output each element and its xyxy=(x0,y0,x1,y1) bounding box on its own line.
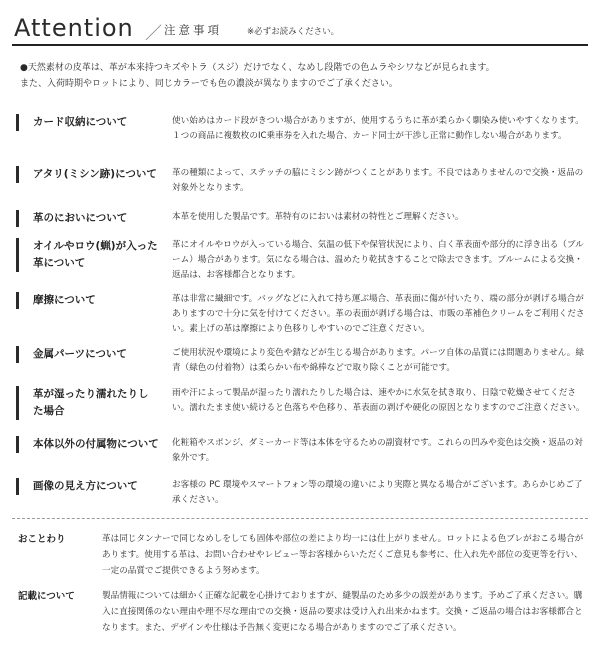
item-label-bar xyxy=(16,386,153,420)
item-label: 摩擦について xyxy=(33,294,96,306)
header-divider xyxy=(12,44,588,46)
item-label: オイルやロウ(蝋)が入った革について xyxy=(33,240,158,269)
section-divider xyxy=(12,518,588,519)
item-label-bar xyxy=(16,166,159,183)
intro-text xyxy=(20,60,580,92)
item-label-bar xyxy=(16,210,173,227)
item-label-bar xyxy=(16,292,173,309)
item-label-bar xyxy=(16,436,163,453)
item-label: 本体以外の付属物について xyxy=(33,438,159,450)
header xyxy=(14,14,586,46)
title-separator: ／ xyxy=(145,24,162,44)
item-text: 革の種類によって、ステッチの脇にミシン跡がつくことがあります。不良ではありませんので交換・返品の対象外となります。 xyxy=(172,168,584,193)
item-text: 使い始めはカード段がきつい場合がありますが、使用するうちに革が柔らかく馴染み使いやすくなります。１つの商品に複数枚のIC乗車券を入れた場合、カード同士が干渉し正常に動作しない場合があります。 xyxy=(172,116,584,141)
item-text: 雨や汗によって製品が湿ったり濡れたりした場合は、速やかに水気を拭き取り、日陰で乾燥させてください。濡れたまま使い続けると色落ちや色移り、革表面の剥げや硬化の原因となりますのでご注意ください。 xyxy=(172,388,585,413)
intro-line-1: ●天然素材の皮革は、革が本来持つキズやトラ（スジ）だけでなく、なめし段階での色ムラやシワなどが見られます。 xyxy=(20,63,495,73)
footer-label: おことわり xyxy=(18,534,66,545)
item-label: 革が湿ったり濡れたりした場合 xyxy=(33,388,149,417)
item-text: ご使用状況や環境により変色や錆などが生じる場合があります。パーツ自体の品質には問題ありません。緑青（緑色の付着物）は柔らかい布や綿棒などで取り除くことが可能です。 xyxy=(172,348,584,373)
item-label-bar xyxy=(16,346,173,363)
page-subtitle: 注意事項 xyxy=(164,23,222,37)
footer-text: 革は同じタンナーで同じなめしをしても固体や部位の差により均一には仕上がりません。ロットによる色ブレがおこる場合があります。使用する革は、お問い合わせやレビュー等お客様からいただくご意見も参考に、仕入れ先や部位の変更等を行い、一定の品質でご提供できるよう努めます。 xyxy=(102,534,584,576)
item-label: アタリ(ミシン跡)について xyxy=(33,168,157,180)
item-text: 革にオイルやロウが入っている場合、気温の低下や保管状況により、白く革表面や部分的に浮き出る（ブルーム）場合があります。気になる場合は、温めたり乾拭きすることで除去できます。ブルームによる交換・返品は、お客様都合となります。 xyxy=(172,240,584,280)
item-label-bar xyxy=(16,238,159,272)
header-note: ※必ずお読みください。 xyxy=(247,27,340,37)
item-text: 化粧箱やスポンジ、ダミーカード等は本体を守るための副資材です。これらの凹みや変色は交換・返品の対象外です。 xyxy=(172,438,583,463)
item-label: 革のにおいについて xyxy=(33,212,128,224)
item-label-bar xyxy=(16,478,173,495)
item-text: お客様の PC 環境やスマートフォン等の環境の違いにより実際と異なる場合がございます。あらかじめご了承ください。 xyxy=(172,480,583,505)
item-label: 金属パーツについて xyxy=(33,348,127,360)
page-title: Attention xyxy=(14,14,134,42)
item-text: 革は非常に繊細です。バッグなどに入れて持ち運ぶ場合、革表面に傷が付いたり、端の部分が剥げる場合がありますので十分に気を付けてください。革の表面が剥げる場合は、市販の革補色クリームをご利用ください。素上げの革は摩擦により色移りしやすいのでご注意ください。 xyxy=(172,294,585,334)
item-label: 画像の見え方について xyxy=(33,480,138,492)
item-label: カード収納について xyxy=(33,116,128,128)
footer-text: 製品情報については細かく正確な記載を心掛けておりますが、縫製品のため多少の誤差があります。予めご了承ください。購入に直接関係のない理由や理不尽な理由での交換・返品の要求は受け入れ出来かねます。交換・ご返品の場合はお客様都合となります。また、デザインや仕様は予告無く変更になる場合がありますのでご了承ください。 xyxy=(102,591,583,633)
footer-label: 記載について xyxy=(18,591,75,602)
intro-line-2: また、入荷時期やロットにより、同じカラーでも色の濃淡が異なりますのでご了承ください。 xyxy=(20,79,398,89)
item-text: 本革を使用した製品です。革特有のにおいは素材の特性とご理解ください。 xyxy=(172,212,464,222)
item-label-bar xyxy=(16,114,173,131)
